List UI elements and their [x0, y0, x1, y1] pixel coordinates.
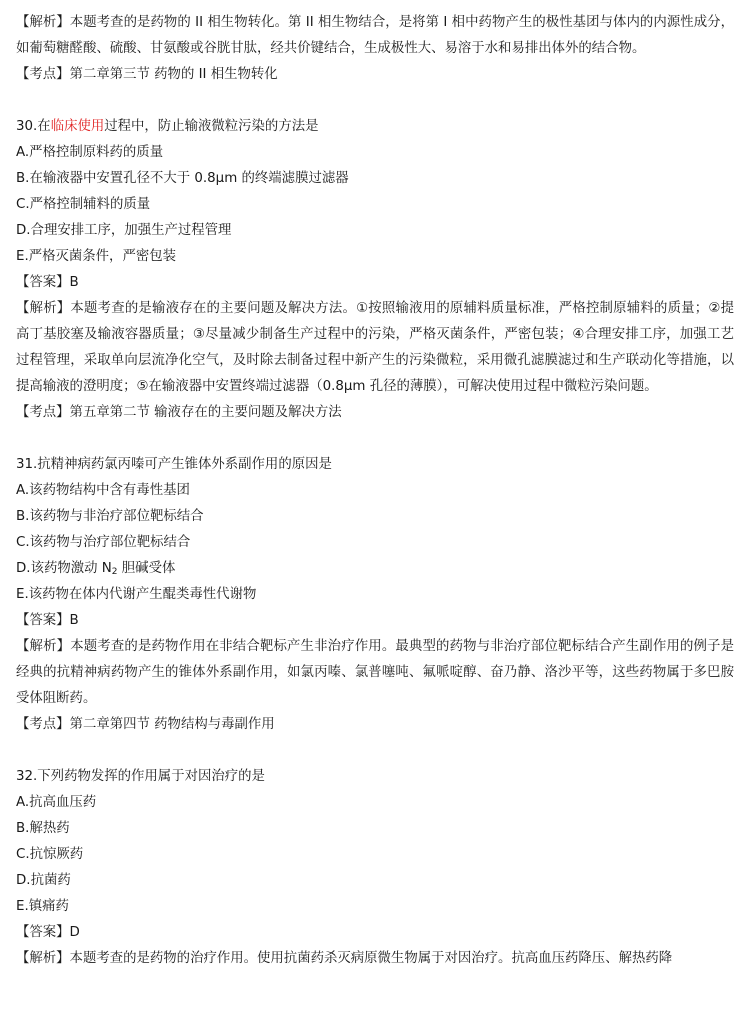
stem-text: 30.在 [16, 119, 51, 134]
question-32-stem: 32.下列药物发挥的作用属于对因治疗的是 [16, 769, 265, 784]
answer-text: 【答案】B [16, 613, 79, 628]
exam-point-text: 【考点】第二章第三节 药物的 II 相生物转化 [16, 67, 278, 82]
question-30-stem [16, 114, 734, 140]
exam-point-text: 【考点】第五章第二节 输液存在的主要问题及解决方法 [16, 405, 342, 420]
analysis-text: 【解析】本题考查的是药物的治疗作用。使用抗菌药杀灭病原微生物属于对因治疗。抗高血压药降压、解热药降 [16, 951, 673, 966]
option-b: B.解热药 [16, 821, 70, 836]
analysis-text: 【解析】本题考查的是药物作用在非结合靶标产生非治疗作用。最典型的药物与非治疗部位靶标结合产生副作用的例子是经典的抗精神病药物产生的锥体外系副作用，如氯丙嗪、氯普噻吨、氟哌啶醇、奋乃静、洛沙平等，这些药物属于多巴胺受体阻断药。 [16, 639, 734, 706]
option-e: E.严格灭菌条件，严密包装 [16, 249, 177, 264]
spacer [16, 88, 734, 114]
subscript: 2 [111, 567, 118, 577]
option-a: A.该药物结构中含有毒性基团 [16, 483, 190, 498]
option-d [16, 556, 734, 582]
answer-text: 【答案】B [16, 275, 79, 290]
option-text: D.该药物激动 N [16, 561, 112, 576]
spacer [16, 738, 734, 764]
option-c: C.该药物与治疗部位靶标结合 [16, 535, 191, 550]
question-31-stem: 31.抗精神病药氯丙嗪可产生锥体外系副作用的原因是 [16, 457, 332, 472]
option-a: A.抗高血压药 [16, 795, 97, 810]
option-a: A.严格控制原料药的质量 [16, 145, 164, 160]
highlighted-term: 临床使用 [50, 119, 105, 134]
exam-point-text: 【考点】第二章第四节 药物结构与毒副作用 [16, 717, 275, 732]
option-b: B.在输液器中安置孔径不大于 0.8μm 的终端滤膜过滤器 [16, 171, 349, 186]
document-page [16, 10, 734, 972]
option-b: B.该药物与非治疗部位靶标结合 [16, 509, 204, 524]
analysis-text: 【解析】本题考查的是药物的 II 相生物转化。第 II 相生物结合，是将第 I 相中药物产生的极性基团与体内的内源性成分，如葡萄糖醛酸、硫酸、甘氨酸或谷胱甘肽，经共价键结合，生成极性大、易溶于水和易排出体外的结合物。 [16, 15, 734, 56]
option-e: E.该药物在体内代谢产生醌类毒性代谢物 [16, 587, 257, 602]
option-text: 胆碱受体 [117, 561, 176, 576]
option-e: E.镇痛药 [16, 899, 69, 914]
answer-text: 【答案】D [16, 925, 80, 940]
option-c: C.严格控制辅料的质量 [16, 197, 151, 212]
option-d: D.抗菌药 [16, 873, 71, 888]
spacer [16, 426, 734, 452]
option-c: C.抗惊厥药 [16, 847, 84, 862]
analysis-text: 【解析】本题考查的是输液存在的主要问题及解决方法。①按照输液用的原辅料质量标准，严格控制原辅料的质量；②提高丁基胶塞及输液容器质量；③尽量减少制备生产过程中的污染，严格灭菌条件，严密包装；④合理安排工序，加强工艺过程管理，采取单向层流净化空气，及时除去制备过程中新产生的污染微粒，采用微孔滤膜滤过和生产联动化等措施，以提高输液的澄明度；⑤在输液器中安置终端过滤器（0.8μm 孔径的薄膜），可解决使用过程中微粒污染问题。 [16, 301, 734, 394]
option-d: D.合理安排工序，加强生产过程管理 [16, 223, 232, 238]
stem-text: 过程中，防止输液微粒污染的方法是 [104, 119, 319, 134]
